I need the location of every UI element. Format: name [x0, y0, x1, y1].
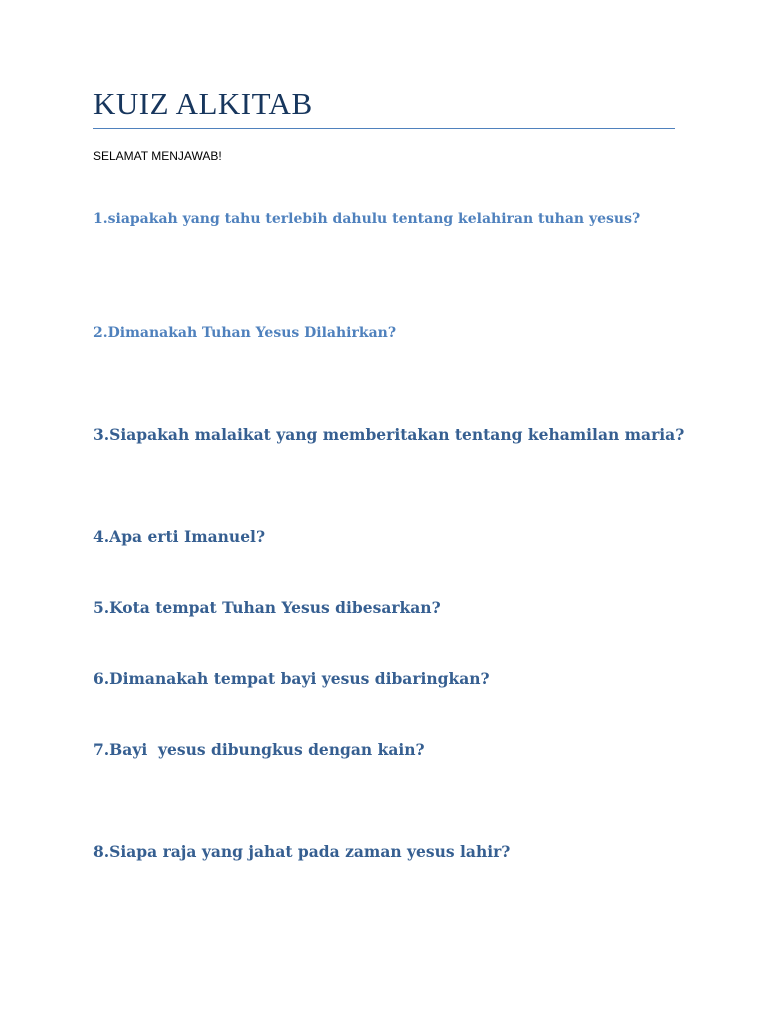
question-6: 6.Dimanakah tempat bayi yesus dibaringkan?	[93, 669, 490, 688]
title-divider	[93, 128, 675, 129]
question-3: 3.Siapakah malaikat yang memberitakan tentang kehamilan maria?	[93, 425, 685, 444]
subtitle-text: SELAMAT MENJAWAB!	[93, 149, 222, 163]
question-5: 5.Kota tempat Tuhan Yesus dibesarkan?	[93, 598, 441, 617]
page-title: KUIZ ALKITAB	[93, 86, 313, 121]
question-2: 2.Dimanakah Tuhan Yesus Dilahirkan?	[93, 325, 397, 341]
question-8: 8.Siapa raja yang jahat pada zaman yesus lahir?	[93, 842, 511, 861]
question-1: 1.siapakah yang tahu terlebih dahulu tentang kelahiran tuhan yesus?	[93, 211, 641, 227]
question-4: 4.Apa erti Imanuel?	[93, 527, 266, 546]
question-7: 7.Bayi yesus dibungkus dengan kain?	[93, 740, 425, 759]
